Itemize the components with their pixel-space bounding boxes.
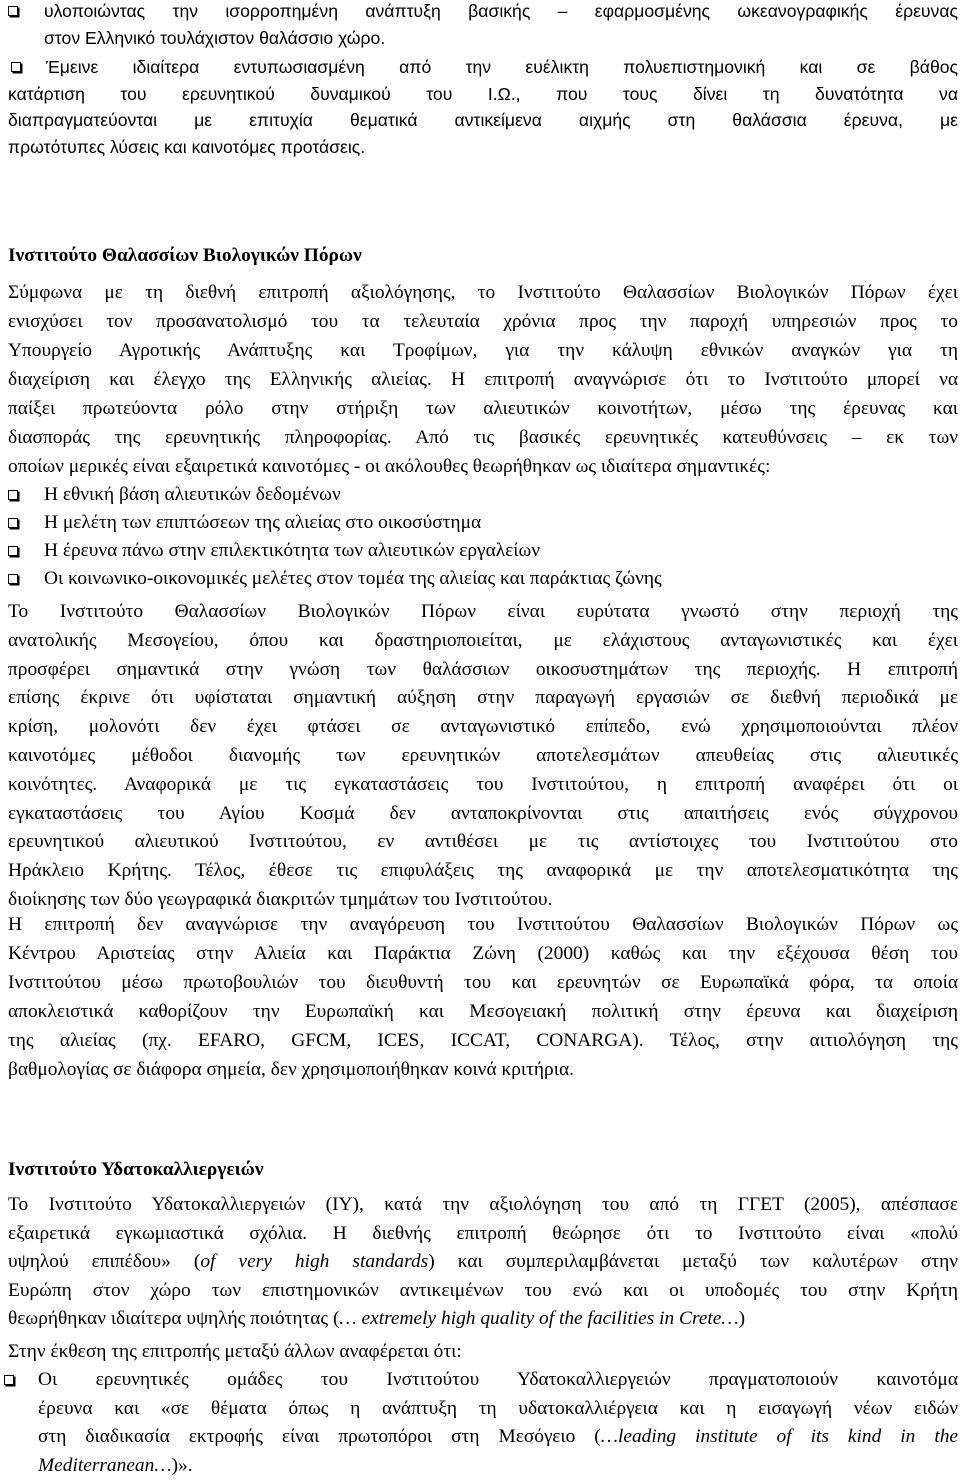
text-line: έρευνα και «σε θέματα όπως η ανάπτυξη τη υδατοκαλλιέργεια και η εισαγωγή νέων ειδών — [38, 1395, 958, 1424]
section-heading-marine: Ινστιτούτο Θαλασσίων Βιολογικών Πόρων — [8, 242, 958, 270]
text-line: Ευρώπη στον χώρο των επιστημονικών αντικειμένων του ενώ και οι υποδομές του στην Κρήτη — [8, 1277, 958, 1306]
text-line: βαθμολογίας σε διάφορα σημεία, δεν χρησιμοποιήθηκαν κοινά κριτήρια. — [8, 1055, 958, 1084]
text-line: Οι ερευνητικές ομάδες του Ινστιτούτου Υδατοκαλλιεργειών πραγματοποιούν καινοτόμα — [38, 1366, 958, 1395]
text-line: καινοτόμες μέθοδοι διανομής των ερευνητικών αποτελεσμάτων απευθείας στις αλιευτικές — [8, 742, 958, 771]
text-line: διαπραγματεύονται με επιτυχία θεματικά αντικείμενα αιχμής στη θαλάσσια έρευνα, με — [8, 107, 958, 134]
bullet-text — [44, 0, 958, 52]
text-line: εγκαταστάσεις του Αγίου Κοσμά δεν ανταποκρίνονται στις απαιτήσεις ενός σύγχρονου — [8, 800, 958, 829]
list-item — [8, 481, 958, 509]
bullet-text — [38, 1366, 958, 1480]
text-line: Κέντρου Αριστείας στην Αλιεία και Παράκτια Ζώνη (2000) καθώς και την εξέχουσα θέση του — [8, 939, 958, 968]
text-line: της αλιείας (πχ. EFARO, GFCM, ICES, ICCAT, CONARGA). Τέλος, στην αιτιολόγηση της — [8, 1026, 958, 1055]
text-line: Ινστιτούτου μέσω πρωτοβουλιών του διευθυντή του και ερευνητών σε Ευρωπαϊκά φόρα, τα οποία — [8, 968, 958, 997]
text-line: επίσης έκρινε ότι υφίσταται σημαντική αύξηση στην παραγωγή εργασιών σε διεθνή περιοδικά με — [8, 684, 958, 713]
text-line: διασποράς της ερευνητικής πληροφορίας. Από τις βασικές ερευνητικές κατευθύνσεις – εκ των — [8, 423, 958, 452]
text-line: Mediterranean…)». — [38, 1452, 958, 1480]
list-item-text: Οι κοινωνικο-οικονομικές μελέτες στον τομέα της αλιείας και παράκτιας ζώνης — [44, 565, 958, 593]
list-item-text: Η έρευνα πάνω στην επιλεκτικότητα των αλιευτικών εργαλείων — [44, 537, 958, 565]
checkbox-bullet-icon — [8, 518, 18, 528]
text-line: θεωρήθηκαν ιδιαίτερα υψηλής ποιότητας (… extremely high quality of the facilities in Crete…) — [8, 1305, 958, 1334]
text-line: διοίκησης των δύο γεωγραφικά διακριτών τμημάτων του Ινστιτούτου. — [8, 886, 958, 915]
checkbox-bullet-icon — [4, 1375, 14, 1385]
text-line: Το Ινστιτούτο Υδατοκαλλιεργειών (ΙΥ), κατά την αξιολόγηση του από τη ΓΓΕΤ (2005), απέσπασε — [8, 1191, 958, 1220]
text-line: στον Ελληνικό τουλάχιστον θαλάσσιο χώρο. — [44, 25, 958, 52]
text-line: Ηράκλειο Κρήτης. Τέλος, έθεσε τις επιφυλάξεις της αναφορικά με την αποτελεσματικότητα της — [8, 857, 958, 886]
text-line: υψηλού επιπέδου» (of very high standards) και συμπεριλαμβάνεται μεταξύ των καλυτέρων στην — [8, 1248, 958, 1277]
bullet-item — [8, 54, 958, 166]
italic-quote: Mediterranean… — [38, 1455, 172, 1476]
text-line: ερευνητικού αλιευτικού Ινστιτούτου, εν αντιθέσει με τις αντίστοιχες του Ινστιτούτου στο — [8, 828, 958, 857]
checkbox-bullet-icon — [11, 62, 21, 72]
list-item-text: Η εθνική βάση αλιευτικών δεδομένων — [44, 481, 958, 509]
text-line: Το Ινστιτούτο Θαλασσίων Βιολογικών Πόρων είναι ευρύτατα γνωστό στην περιοχή της — [8, 598, 958, 627]
paragraph: Στην έκθεση της επιτροπής μεταξύ άλλων αναφέρεται ότι: — [8, 1338, 958, 1366]
text-line: ενισχύσει τον προσανατολισμό του τα τελευταία χρόνια προς την παροχή υπηρεσιών προς το — [8, 307, 958, 336]
checkbox-bullet-icon — [8, 490, 18, 500]
text-line: αποκλειστικά καθορίζουν την Ευρωπαϊκή και Μεσογειακή πολιτική στην έρευνα και διαχείριση — [8, 997, 958, 1026]
checkbox-bullet-icon — [8, 6, 18, 16]
bullet-text-continuation — [8, 81, 958, 161]
text-line: Σύμφωνα με τη διεθνή επιτροπή αξιολόγησης, το Ινστιτούτο Θαλασσίων Βιολογικών Πόρων έχει — [8, 278, 958, 307]
list-item — [8, 565, 958, 593]
italic-quote: … extremely high quality of the facilities in Crete… — [339, 1308, 738, 1329]
checkbox-bullet-icon — [8, 574, 18, 584]
text-line: υλοποιώντας την ισορροπημένη ανάπτυξη βασικής – εφαρμοσμένης ωκεανογραφικής έρευνας — [44, 0, 958, 25]
list-item-text: Η μελέτη των επιπτώσεων της αλιείας στο οικοσύστημα — [44, 509, 958, 537]
paragraph — [8, 1191, 958, 1334]
text-line: κρίση, μολονότι δεν έχει φτάσει σε ανταγωνιστικό επίπεδο, ενώ χρησιμοποιούνται πλέον — [8, 713, 958, 742]
paragraph — [8, 910, 958, 1084]
paragraph — [8, 278, 958, 481]
text-line: κοινότητες. Αναφορικά με τις εγκαταστάσεις του Ινστιτούτου, η επιτροπή αναφέρει ότι οι — [8, 771, 958, 800]
list-item — [8, 537, 958, 565]
bullet-text — [46, 54, 958, 81]
text-line: προσφέρει σημαντικά στην γνώση των θαλάσσιων οικοσυστημάτων της περιοχής. Η επιτροπή — [8, 656, 958, 685]
paragraph — [8, 598, 958, 915]
italic-quote: …leading institute of its kind in the — [601, 1426, 958, 1447]
text-line: παίξει πρωτεύοντα ρόλο στην στήριξη των αλιευτικών κοινοτήτων, μέσω της έρευνας και — [8, 394, 958, 423]
checkbox-bullet-icon — [8, 546, 18, 556]
text-line: Έμεινε ιδιαίτερα εντυπωσιασμένη από την ευέλικτη πολυεπιστημονική και σε βάθος — [46, 54, 958, 81]
text-line: διαχείριση και έλεγχο της Ελληνικής αλιείας. Η επιτροπή αναγνώρισε ότι το Ινστιτούτο μπορεί να — [8, 365, 958, 394]
bullet-item — [4, 1366, 958, 1480]
text-line: ανατολικής Μεσογείου, όπου και δραστηριοποιείται, με ελάχιστους ανταγωνιστικές και έχει — [8, 627, 958, 656]
italic-quote: of very high standards — [200, 1251, 428, 1272]
text-line: κατάρτιση του ερευνητικού δυναμικού του Ι.Ω., που τους δίνει τη δυνατότητα να — [8, 81, 958, 108]
text-line: οποίων μερικές είναι εξαιρετικά καινοτόμες - οι ακόλουθες θεωρήθηκαν ως ιδιαίτερα σημαντικές: — [8, 452, 958, 481]
text-line: Υπουργείο Αγροτικής Ανάπτυξης και Τροφίμων, για την κάλυψη εθνικών αναγκών για τη — [8, 336, 958, 365]
text-line: εξαιρετικά εγκωμιαστικά σχόλια. Η διεθνής επιτροπή θεώρησε ότι το Ινστιτούτο είναι «πολύ — [8, 1220, 958, 1249]
text-line: Η επιτροπή δεν αναγνώρισε την αναγόρευση του Ινστιτούτου Θαλασσίων Βιολογικών Πόρων ως — [8, 910, 958, 939]
list-item — [8, 509, 958, 537]
text-line: πρωτότυπες λύσεις και καινοτόμες προτάσεις. — [8, 134, 958, 161]
text-line: στη διαδικασία εκτροφής είναι πρωτοπόροι στη Μεσόγειο (…leading institute of its kind in the — [38, 1423, 958, 1452]
section-heading-aquaculture: Ινστιτούτο Υδατοκαλλιεργειών — [8, 1156, 958, 1184]
bullet-item — [8, 0, 958, 50]
